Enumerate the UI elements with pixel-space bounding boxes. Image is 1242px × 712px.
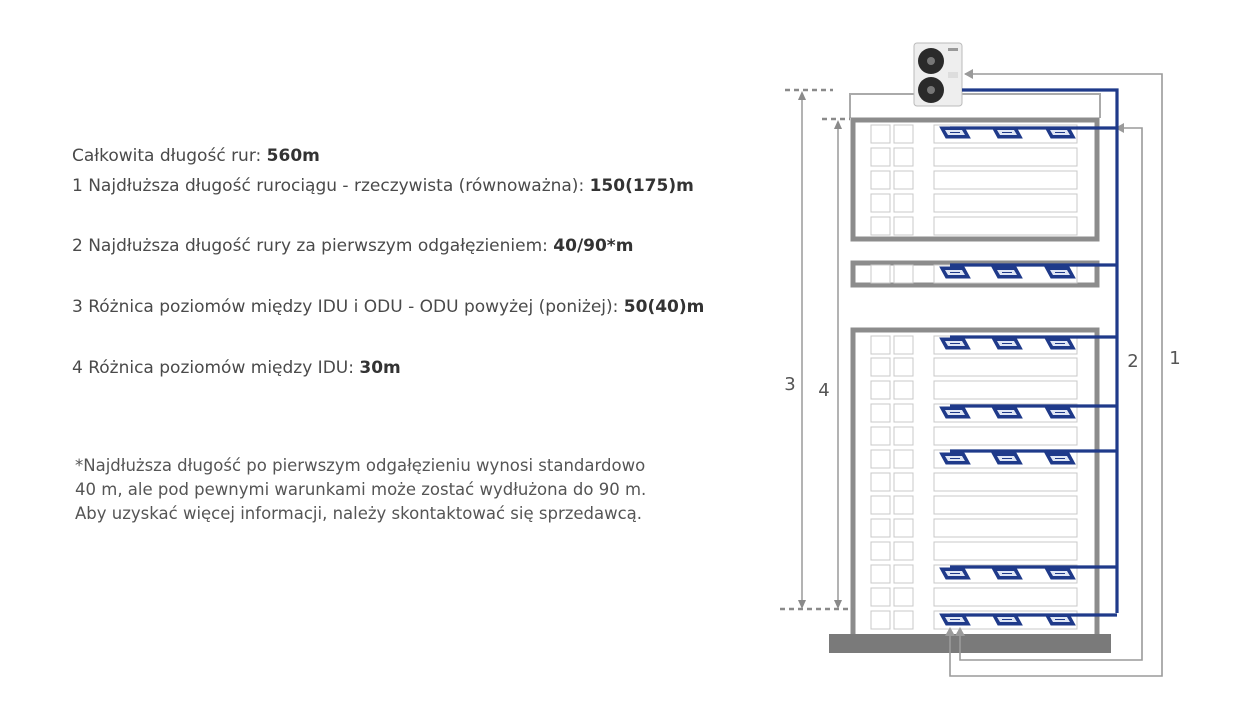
- window-pane: [894, 450, 913, 468]
- spec-value: 30m: [359, 358, 401, 378]
- floor-box: [934, 519, 1077, 537]
- window-pane: [894, 125, 913, 143]
- footnote-line: 40 m, ale pod pewnymi warunkami może zostać wydłużona do 90 m.: [75, 480, 647, 499]
- floor-box: [934, 148, 1077, 166]
- floor-box: [934, 194, 1077, 212]
- spec-label: Całkowita długość rur:: [72, 146, 267, 166]
- floor-box: [934, 473, 1077, 491]
- window-pane: [894, 336, 913, 354]
- dim-label-1: 1: [1169, 348, 1181, 369]
- window-pane: [871, 427, 890, 445]
- spec-value: 40/90*m: [553, 236, 634, 256]
- floor-box: [934, 217, 1077, 235]
- window-pane: [871, 171, 890, 189]
- window-pane: [894, 427, 913, 445]
- arrow-head: [798, 91, 806, 100]
- spec-value: 560m: [266, 146, 320, 166]
- floor-boxes: [934, 125, 1077, 629]
- roof-parapet: [850, 94, 1100, 118]
- window-pane: [894, 217, 913, 235]
- floor-box: [934, 427, 1077, 445]
- window-pane: [894, 473, 913, 491]
- arrow-head: [798, 600, 806, 609]
- window-pane: [894, 565, 913, 583]
- window-pane: [871, 336, 890, 354]
- window-pane: [894, 381, 913, 399]
- window-pane: [871, 358, 890, 376]
- spec-label: 3 Różnica poziomów między IDU i ODU - ODU powyżej (poniżej):: [72, 297, 624, 317]
- dim-label-2: 2: [1127, 351, 1139, 372]
- footnote-line: *Najdłuższa długość po pierwszym odgałęzieniu wynosi standardowo: [75, 456, 646, 475]
- window-grid: [871, 125, 913, 629]
- window-pane: [871, 404, 890, 422]
- spec-value: 150(175)m: [589, 176, 694, 196]
- window-pane: [894, 194, 913, 212]
- floor-box: [934, 358, 1077, 376]
- window-pane: [871, 588, 890, 606]
- floor-box: [934, 588, 1077, 606]
- ground-slab: [829, 634, 1111, 653]
- arrow-head: [834, 600, 842, 609]
- window-pane: [871, 125, 890, 143]
- window-pane: [871, 473, 890, 491]
- window-pane: [871, 542, 890, 560]
- window-pane: [894, 519, 913, 537]
- window-pane: [871, 450, 890, 468]
- window-pane: [894, 611, 913, 629]
- window-pane: [871, 265, 890, 283]
- window-pane: [894, 496, 913, 514]
- floor-box: [934, 542, 1077, 560]
- window-pane: [894, 148, 913, 166]
- outdoor-unit-icon: [914, 43, 962, 106]
- spec-label: 4 Różnica poziomów między IDU:: [72, 358, 360, 378]
- floor-box: [934, 381, 1077, 399]
- window-pane: [894, 542, 913, 560]
- arrow-head: [834, 120, 842, 129]
- window-pane: [871, 381, 890, 399]
- spec-label: 1 Najdłuższa długość rurociągu - rzeczywista (równoważna):: [72, 176, 590, 196]
- window-pane: [871, 565, 890, 583]
- dim-label-3: 3: [784, 374, 796, 395]
- window-pane: [894, 171, 913, 189]
- spec-value: 50(40)m: [623, 297, 705, 317]
- window-pane: [871, 148, 890, 166]
- window-pane: [871, 611, 890, 629]
- arrow-head: [964, 69, 973, 79]
- floor-box: [934, 171, 1077, 189]
- window-pane: [871, 496, 890, 514]
- window-pane: [871, 519, 890, 537]
- dim-label-4: 4: [818, 380, 830, 401]
- window-pane: [894, 588, 913, 606]
- window-pane: [871, 217, 890, 235]
- floor-box: [934, 496, 1077, 514]
- vertical-dimensions: [798, 91, 842, 609]
- spec-label: 2 Najdłuższa długość rury za pierwszym odgałęzieniem:: [72, 236, 554, 256]
- window-pane: [894, 404, 913, 422]
- window-pane: [894, 265, 913, 283]
- level-lines: [780, 90, 853, 609]
- window-pane: [894, 358, 913, 376]
- window-pane: [871, 194, 890, 212]
- footnote-line: Aby uzyskać więcej informacji, należy skontaktować się sprzedawcą.: [75, 504, 643, 523]
